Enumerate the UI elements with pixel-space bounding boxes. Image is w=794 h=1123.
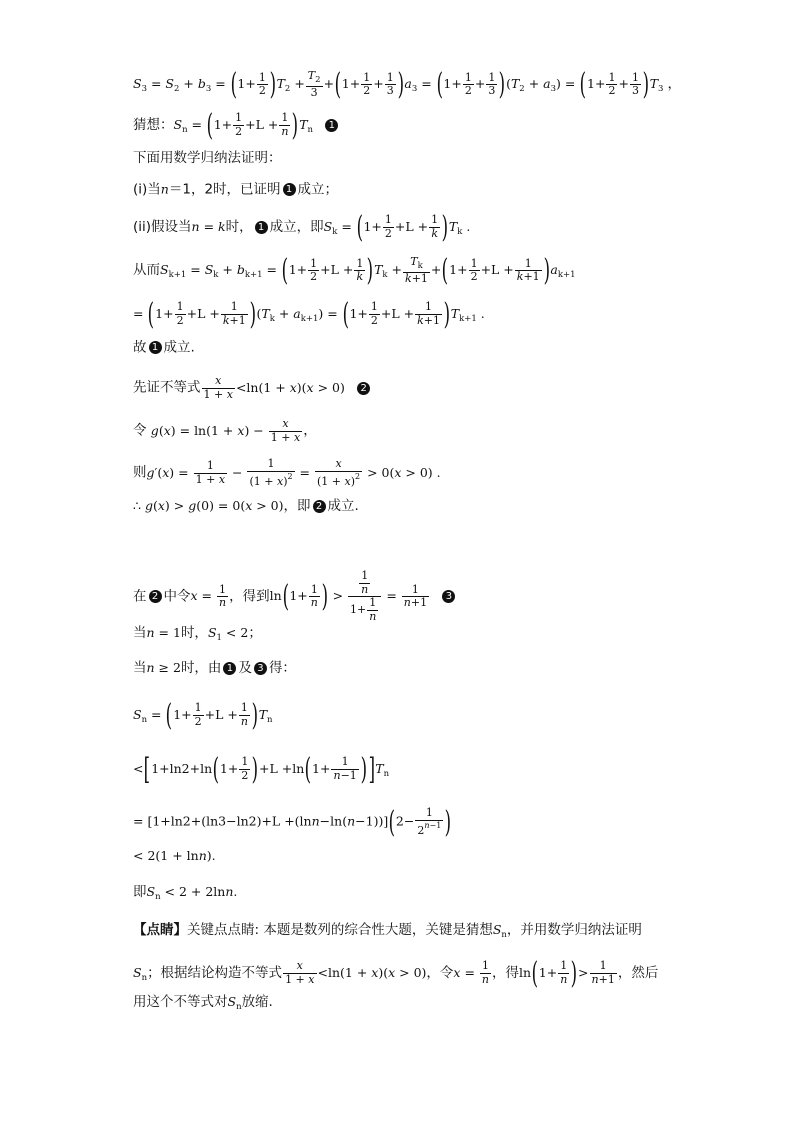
induction-base: (i)当n＝1，2时，已证明 1 成立； <box>133 181 339 198</box>
g-positive: ∴ g(x) > g(0) = 0(x > 0)，即 2 成立. <box>133 498 359 514</box>
sn-bound-1: <[1+ln2+ln(1+ $\frac{1}{2}$ )+L +ln(1+ $\frac{1}{n-1}$ )]$T_n$ <box>133 752 390 787</box>
tip-line-1: 【点睛】关键点点睛: 本题是数列的综合性大题，关键是猜想$S_n$，并用数学归纳法证明 <box>133 922 642 940</box>
tip-label: 【点睛】 <box>133 922 187 938</box>
case-n-equals-1: 当n = 1时，$S_1 < 2$； <box>133 625 262 643</box>
induction-step-1: 从而$S_{k+1} = S_k + b_{k+1} = (1+$ $\frac{1}{2}$ +L + $\frac{1}{k}$ )$T_k$ + $\frac{T_k}{k+1}$ +(1+ $\frac{1}{2}$ +L + $\frac{1}{k+1}$ )$a_{k+1}$ <box>133 253 576 289</box>
mark-1: 1 <box>325 119 338 132</box>
final-result: 即$S_n < 2 + 2\ln n$. <box>133 884 238 902</box>
sn-bound-3: < 2(1 + lnn). <box>133 848 216 863</box>
define-g: 令 g(x) = ln(1 + x) − $\frac{x}{1 + x}$ ， <box>133 417 317 444</box>
formula-s3: $S_3 = S_2 + b_3 = (1+$ $\frac{1}{2}$ )$T_2$ + $\frac{T_2}{3}$ +(1+ $\frac{1}{2}$ + $\frac{1}{3}$ )$a_3 = (1+$ $\frac{1}{2}$ + $\frac{1}{3}$ )$(T_2 + a_3) = (1+$ $\frac{1}{2}$ + $\frac{1}{3}$ )$T_3$ ， <box>133 67 681 103</box>
sn-bound-2: = [1+ln2+(ln3−ln2)+L +(lnn−ln(n−1))](2− $\frac{1}{2^{n-1}}$ ) <box>133 804 452 840</box>
induction-step-2: = (1+ $\frac{1}{2}$ +L + $\frac{1}{k+1}$ )$(T_k + a_{k+1}) = (1+$ $\frac{1}{2}$ +L + $\frac{1}{k+1}$ )$T_{k+1}$ . <box>133 297 485 332</box>
derivative-g: 则g′(x) = $\frac{1}{1 + x}$ − $\frac{1}{(1 + x)^2}$ = $\frac{x}{(1 + x)^2}$ > 0(x > 0) . <box>133 457 441 488</box>
lemma-statement: 先证不等式 $\frac{x}{1 + x}$ <ln(1 + x)(x > 0) 2 <box>133 375 372 401</box>
conjecture-label: 猜想： <box>133 117 174 133</box>
substitute-x: 在 2 中令x = $\frac{1}{n}$ ，得到ln(1+ $\frac{1}{n}$ ) > $\frac{1}{n}$ 1+ $\frac{1}{n}$ = $\frac{1}{n+1}$ 3 <box>133 570 457 624</box>
induction-intro: 下面用数学归纳法证明： <box>133 150 282 166</box>
conclusion-1: 故 1 成立. <box>133 339 195 356</box>
tip-line-3: 用这个不等式对$S_n$放缩. <box>133 994 273 1012</box>
case-n-ge-2: 当n ≥ 2时，由 1 及 3 得： <box>133 660 296 676</box>
mark-3: 3 <box>442 590 455 603</box>
sn-expression: $S_n = (1+$ $\frac{1}{2}$ +L + $\frac{1}{n}$ )$T_n$ <box>133 698 273 733</box>
conjecture-line: 猜想：$S_n = (1+$ $\frac{1}{2}$ +L + $\frac{1}{n}$ )$T_n$ 1 <box>133 112 340 139</box>
induction-hypothesis: (ii)假设当n = k时， 1 成立，即$S_k = (1+$ $\frac{1}{2}$ +L + $\frac{1}{k}$ )$T_k$ . <box>133 210 471 245</box>
tip-line-2: $S_n$；根据结论构造不等式 $\frac{x}{1 + x}$ <ln(1 + x)(x > 0)，令x = $\frac{1}{n}$ ，得ln(1+ $\frac{1}{n}$ )> $\frac{1}{n+1}$ ，然后 <box>133 956 659 991</box>
mark-2: 2 <box>357 382 370 395</box>
